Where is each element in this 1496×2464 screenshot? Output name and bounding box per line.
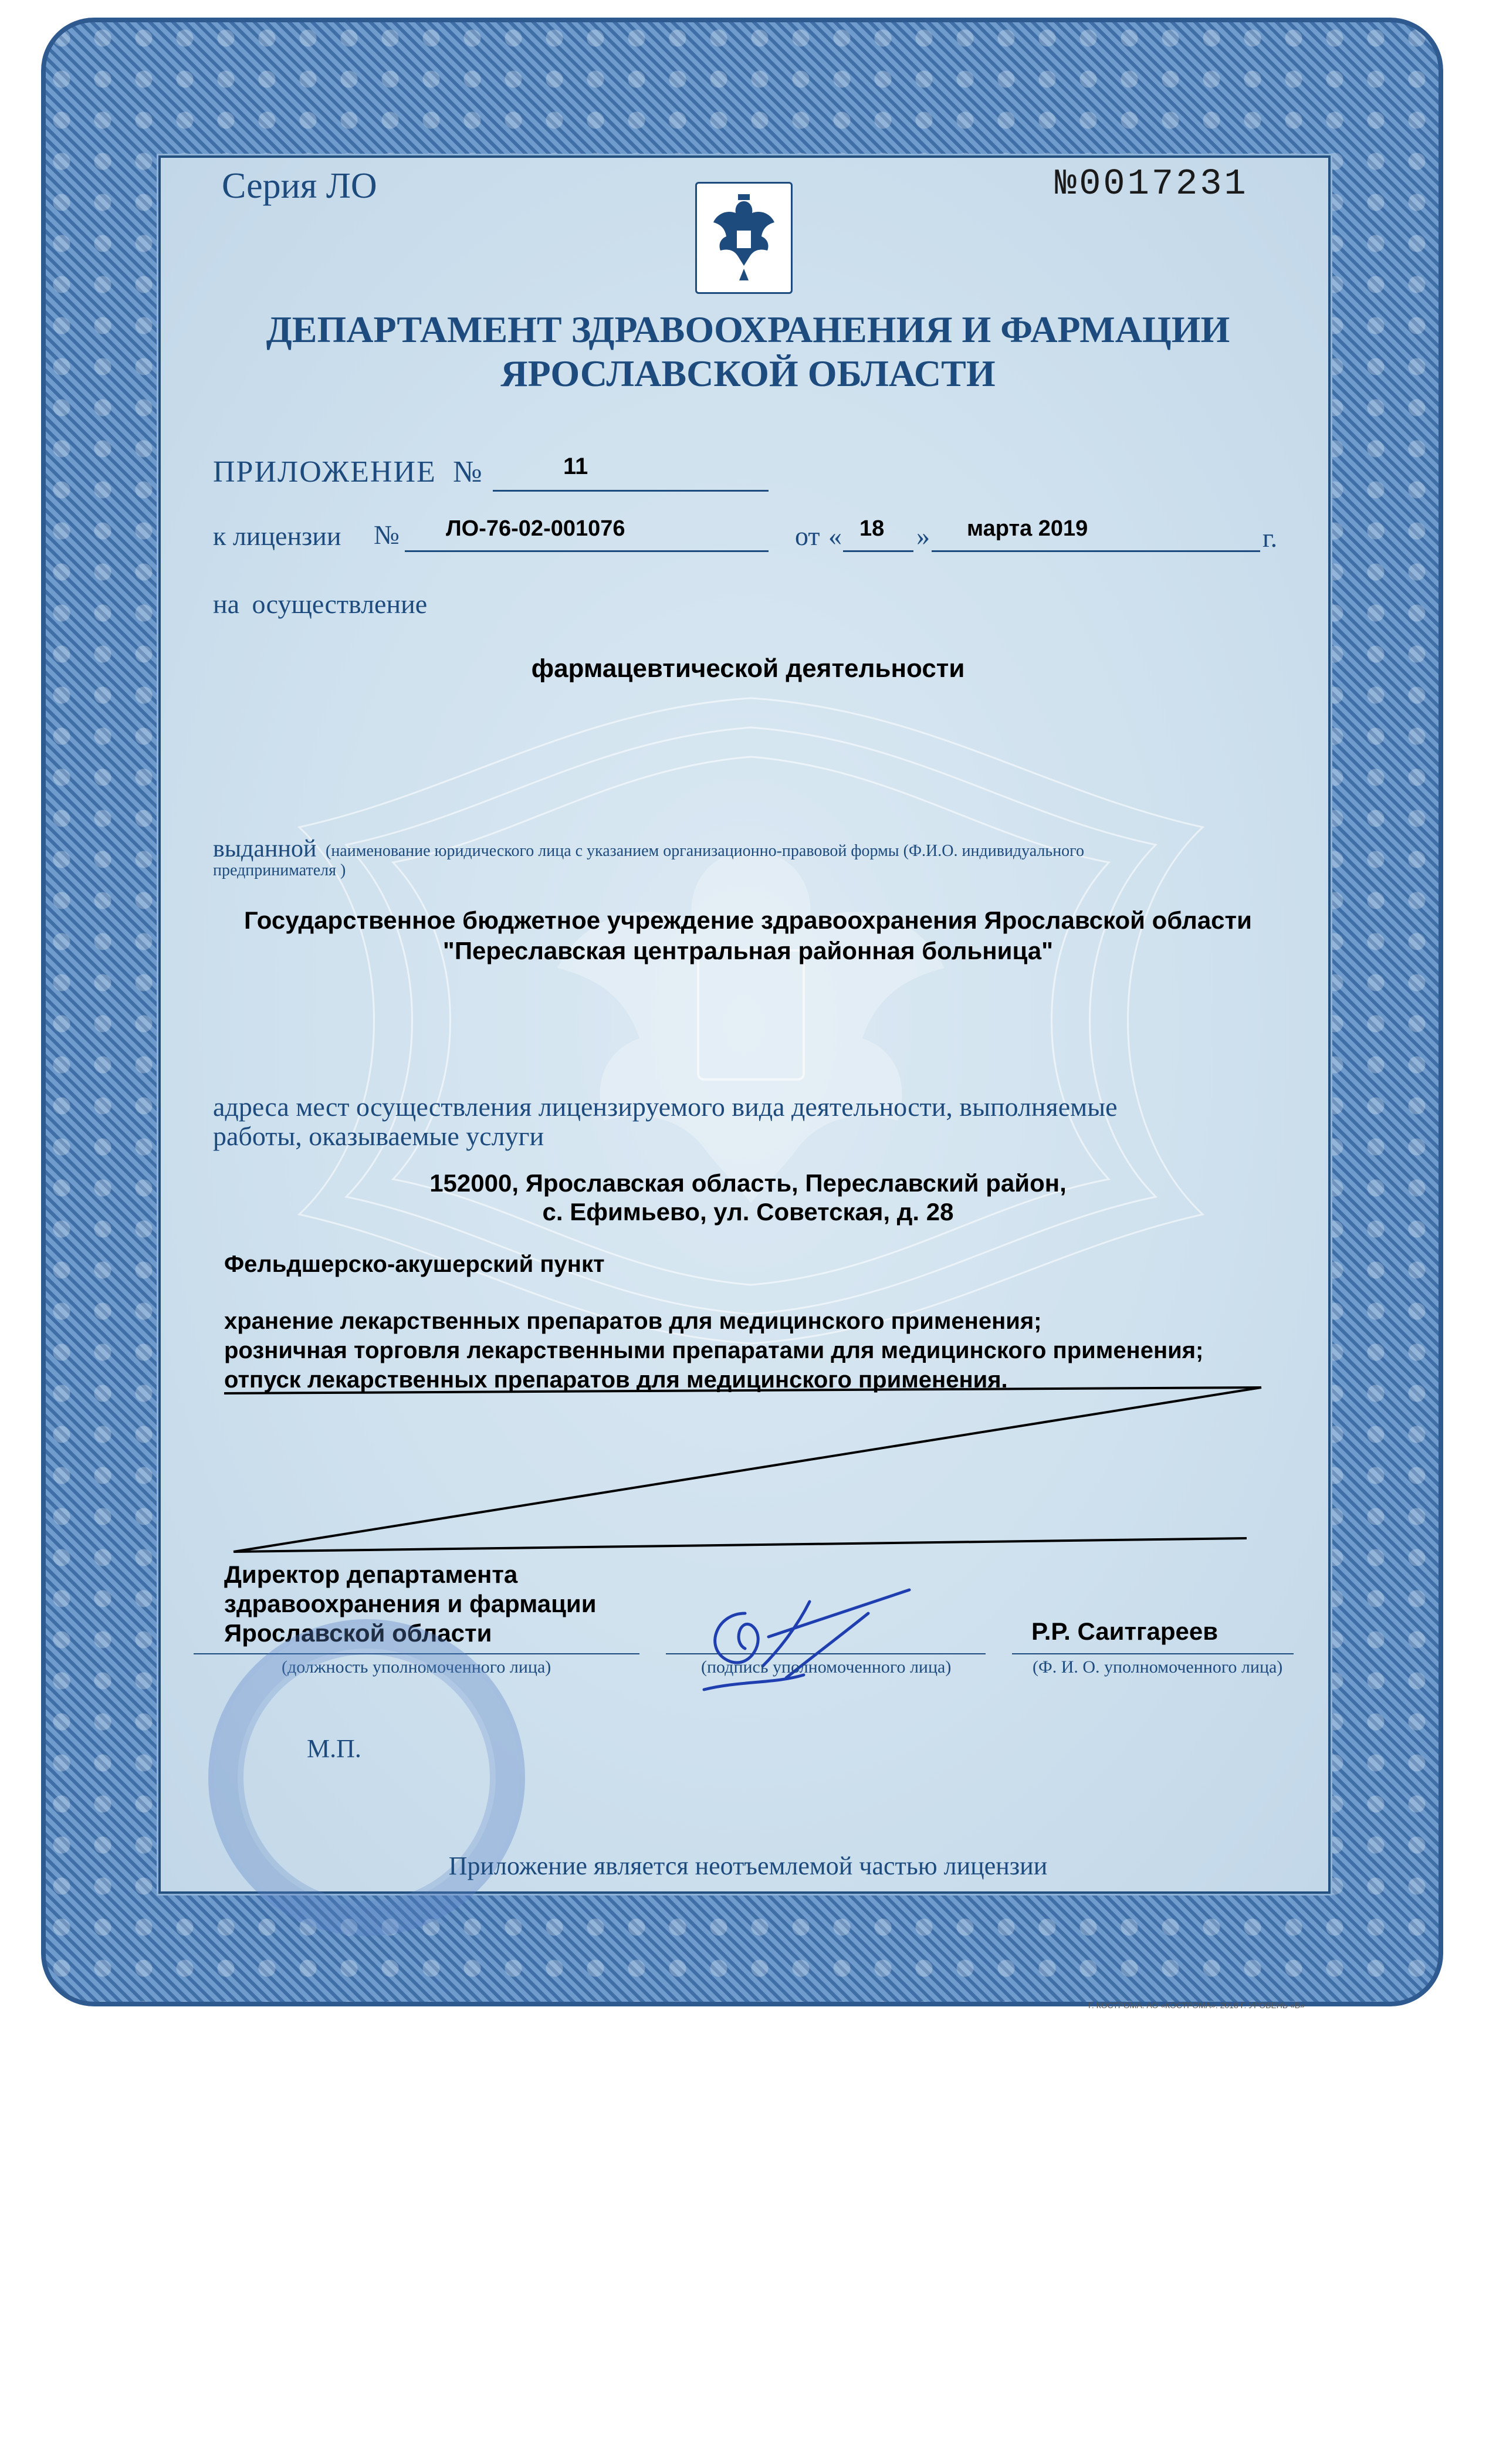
printer-imprint: Г. КОСТРОМА. АО «КОСТРОМА». 2018 Г. УРОВЕНЬ «В» xyxy=(1088,2001,1305,2010)
handwritten-signature-icon xyxy=(681,1578,927,1695)
issued-note-line2: предпринимателя ) xyxy=(213,861,346,879)
license-number-line xyxy=(405,550,769,552)
license-label: к лицензии xyxy=(213,521,341,551)
license-day: 18 xyxy=(859,516,885,541)
issued-note-line1: (наименование юридического лица с указанием организационно-правовой формы (Ф.И.О. индивидуального xyxy=(326,842,1084,860)
activity-value: фармацевтической деятельности xyxy=(531,654,965,683)
department-title-line2: ЯРОСЛАВСКОЙ ОБЛАСТИ xyxy=(500,353,996,394)
name-line xyxy=(1012,1653,1294,1654)
activity-label: на осуществление xyxy=(213,589,428,619)
license-number: ЛО-76-02-001076 xyxy=(446,516,625,541)
seal-placeholder-label: М.П. xyxy=(307,1734,361,1763)
caption-name: (Ф. И. О. уполномоченного лица) xyxy=(1033,1657,1283,1677)
appendix-number-line xyxy=(493,490,769,492)
service-item: розничная торговля лекарственными препаратами для медицинского применения; xyxy=(224,1338,1204,1363)
license-day-line xyxy=(843,550,913,552)
facility-type: Фельдшерско-акушерский пункт xyxy=(224,1251,605,1277)
appendix-label: ПРИЛОЖЕНИЕ xyxy=(213,455,436,489)
license-quote-close: » xyxy=(916,521,930,551)
series-label: Серия ЛО xyxy=(222,166,377,206)
license-quote-open: « xyxy=(828,521,842,551)
license-month-year: марта 2019 xyxy=(967,516,1088,541)
coat-of-arms-icon xyxy=(695,182,793,294)
signer-position-line3: Ярославской области xyxy=(224,1619,492,1647)
caption-signature: (подпись уполномоченного лица) xyxy=(701,1657,952,1677)
addresses-label-line2: работы, оказываемые услуги xyxy=(213,1121,544,1151)
signer-position-line2: здравоохранения и фармации xyxy=(224,1590,597,1617)
integral-part-note: Приложение является неотъемлемой частью лицензии xyxy=(448,1852,1048,1880)
address-line1: 152000, Ярославская область, Переславский район, xyxy=(429,1169,1067,1197)
issued-org-line2: "Переславская центральная районная больница" xyxy=(442,937,1054,964)
department-title-line1: ДЕПАРТАМЕНТ ЗДРАВООХРАНЕНИЯ И ФАРМАЦИИ xyxy=(266,309,1230,350)
signer-position-line1: Директор департамента xyxy=(224,1561,518,1588)
signer-name: Р.Р. Саитгареев xyxy=(1031,1617,1219,1645)
appendix-no-sign: № xyxy=(453,455,482,489)
appendix-number: 11 xyxy=(563,453,588,479)
service-item: хранение лекарственных препаратов для медицинского применения; xyxy=(224,1308,1042,1334)
license-no-sign: № xyxy=(374,520,400,550)
issued-org-line1: Государственное бюджетное учреждение здравоохранения Ярославской области xyxy=(244,906,1252,934)
official-seal-icon xyxy=(208,1619,525,1936)
addresses-label-line1: адреса мест осуществления лицензируемого вида деятельности, выполняемые xyxy=(213,1092,1118,1122)
license-year-suffix: г. xyxy=(1263,523,1278,553)
issued-label: выданной xyxy=(213,835,317,862)
license-date-line xyxy=(932,550,1260,552)
license-from-label: от xyxy=(795,521,820,551)
form-number: №0017231 xyxy=(1055,163,1248,205)
address-line2: с. Ефимьево, ул. Советская, д. 28 xyxy=(542,1198,954,1226)
caption-position: (должность уполномоченного лица) xyxy=(282,1657,551,1677)
service-item: отпуск лекарственных препаратов для медицинского применения. xyxy=(224,1367,1008,1393)
